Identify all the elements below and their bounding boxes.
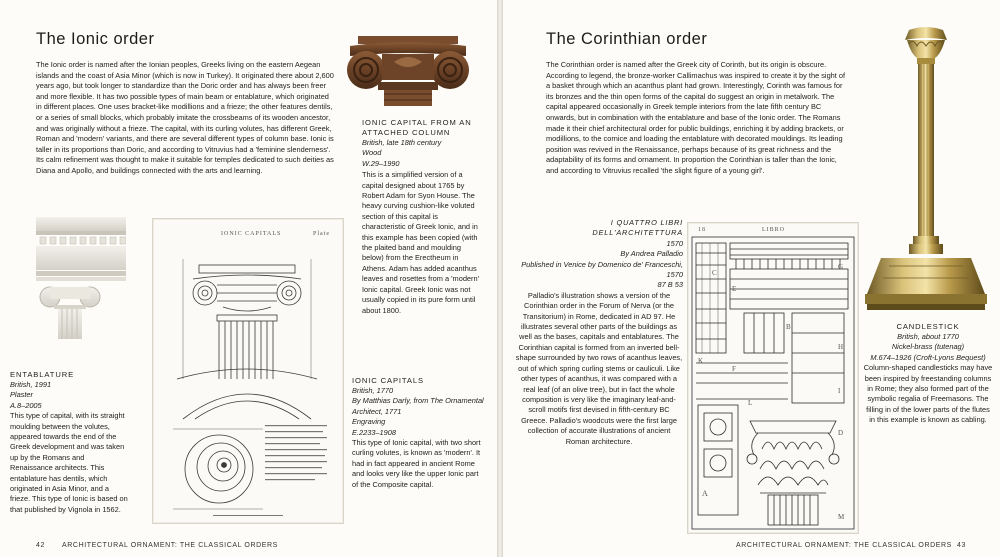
quattro-libri-subtitle: DELL'ARCHITETTURA bbox=[592, 228, 683, 238]
candlestick-heading: CANDLESTICK bbox=[896, 322, 960, 331]
entablature-text: This type of capital, with its straight moulding between the volutes, appeared towards the end of the Greek development and was taken up by the Romans and Renaissance architects. This entablature has dentils, which originated in Asia Minor, and a frieze. This type of Ionic is based on that published by Vignola in 1562. bbox=[10, 411, 128, 514]
ionic-capitals-accession: E.2233–1908 bbox=[352, 427, 396, 437]
attached-capital-heading: IONIC CAPITAL FROM AN ATTACHED COLUMN bbox=[362, 118, 472, 137]
candlestick-accession: M.674–1926 (Croft-Lyons Bequest) bbox=[870, 352, 986, 362]
quattro-libri-author: By Andrea Palladio bbox=[620, 249, 683, 259]
woodcut-letter-k: K bbox=[698, 357, 705, 365]
ionic-capitals-caption bbox=[352, 376, 486, 490]
right-running-footer: ARCHITECTURAL ORNAMENT: THE CLASSICAL ORDERS bbox=[736, 542, 952, 549]
ionic-title: The Ionic order bbox=[36, 30, 155, 48]
quattro-libri-year: 1570 bbox=[666, 238, 683, 248]
brass-candlestick-image bbox=[861, 26, 991, 316]
woodcut-page-number: 18 bbox=[698, 227, 706, 233]
entablature-accession: A.8–2005 bbox=[10, 400, 42, 410]
attached-capital-text: This is a simplified version of a capital designed about 1765 by Robert Adam for Syon House. The heavy curving cushion-like voluted section of this capital is characteristic of Greek Ionic, and in this example has been copied (with the plaited band and moulding below) from the Erectheum in Athens. Adam has added acanthus leaves and rosettes from a 'modern' Ionic capital. Greek Ionic was not usually copied in its pure form until about 1800. bbox=[362, 170, 480, 315]
right-page bbox=[503, 0, 1000, 557]
left-page-number: 42 bbox=[36, 542, 45, 549]
entablature-material: Plaster bbox=[10, 390, 34, 400]
candlestick-date: British, about 1770 bbox=[897, 332, 959, 341]
quattro-libri-accession: 87 B 53 bbox=[657, 280, 683, 290]
woodcut-letter-i: I bbox=[838, 387, 842, 395]
entablature-date: British, 1991 bbox=[10, 380, 52, 389]
attached-capital-date: British, late 18th century bbox=[362, 138, 442, 147]
wooden-ionic-capital-image bbox=[344, 32, 472, 112]
ionic-capitals-author: By Matthias Darly, from The Ornamental Architect, 1771 bbox=[352, 396, 484, 416]
woodcut-letter-b: B bbox=[786, 323, 792, 331]
left-page bbox=[0, 0, 497, 557]
corinthian-intro: The Corinthian order is named after the Greek city of Corinth, but its origin is obscure. According to legend, the bronze-worker Callimachus was inspired to create it by the sight of a basket through which an acanthus plant had grown. Interestingly, Corinth was famous for its bronzes and the thin open forms of the capital do suggest an origin in metalwork. The capital appeared occasionally in Greek temple interiors from the late fifth century BC onwards, but in combination with the entablature and base of the Ionic order. The Romans made it their chief architectural order for public buildings, enriching it by adding brackets, or modillions, to the cornice and loading the entablature with decorated mouldings. Its leading position was revived in the Renaissance, perhaps because of its great richness and the adaptability of its forms and ornament. In proportion the Corinthian is taller than the Ionic, and according to Vitruvius recalled 'the slight figure of a young girl'. bbox=[546, 60, 846, 175]
engraving-header: IONIC CAPITALS bbox=[221, 231, 282, 237]
quattro-libri-text: Palladio's illustration shows a version of the Corinthian order in the Forum of Nerva (or the Transitorium) in Rome, dedicated in AD 97. He illustrates several other parts of the buildings as well as the bases, capitals and entablatures. The Corinthian capital is formed from an inverted bell-shape surrounded by two rows of acanthus leaves, out of which spring curling stems or cauliculi. Like other types of acanthus, it was compared with a real leaf (of an olive tree), but in fact the whole composition is very like the imaginary leaf-and-scroll motifs first devised in fifth-century BC Greece. Palladio's woodcuts were the first large collection of accurate illustrations of ancient Roman architecture. bbox=[515, 290, 683, 446]
attached-capital-material: Wood bbox=[362, 148, 382, 158]
woodcut-letter-f: F bbox=[732, 365, 737, 373]
woodcut-header: LIBRO bbox=[762, 227, 785, 233]
attached-capital-caption bbox=[362, 118, 480, 316]
quattro-libri-caption bbox=[515, 218, 683, 447]
ionic-intro: The Ionic order is named after the Ionian peoples, Greeks living on the eastern Aegean islands and the coast of Asia Minor (which is now in Turkey). It originated there about 2,600 years ago, but took longer to standardize than the Doric order and has always been freer and more flexible. It has two possible types of main beam or entablature, which originated in different places. One uses bracket-like modillions and a frieze; the other features dentils, or a series of small blocks, which probably imitate the crossbeams of its wooden ancestor, and was originally without a frieze. The capital, with its curling volutes, has different Greek, Roman and 'modern' variants, and there are several different types of column base. Ionic is taller in its proportions than Doric, and according to Vitruvius had a 'feminine slenderness'. Its calm refinement was thought to make it suitable for temples dedicated to such deities as Diana and Apollo, and buildings connected with the arts and learning. bbox=[36, 60, 334, 175]
quattro-libri-publisher: Published in Venice by Domenico de' Franceschi, 1570 bbox=[521, 259, 683, 280]
woodcut-letter-l: L bbox=[748, 399, 754, 407]
ionic-capitals-engraving bbox=[152, 218, 344, 524]
candlestick-caption bbox=[863, 322, 993, 426]
corinthian-title: The Corinthian order bbox=[546, 30, 708, 48]
entablature-caption bbox=[10, 370, 128, 515]
ionic-capitals-heading: IONIC CAPITALS bbox=[352, 376, 424, 385]
woodcut-letter-h: H bbox=[838, 343, 845, 351]
entablature-heading: ENTABLATURE bbox=[10, 370, 75, 379]
woodcut-letter-m: M bbox=[838, 513, 846, 521]
ionic-capitals-text: This type of Ionic capital, with two short curling volutes, is known as 'modern'. It had in fact appeared in ancient Rome and looks very like the upper Ionic part of the Composite capital. bbox=[352, 438, 481, 489]
candlestick-material: Nickel-brass (tutenag) bbox=[891, 342, 965, 352]
attached-capital-accession: W.29–1990 bbox=[362, 158, 400, 168]
ionic-capitals-date: British, 1770 bbox=[352, 386, 394, 395]
palladio-woodcut bbox=[687, 222, 859, 534]
woodcut-letter-d: D bbox=[838, 429, 845, 437]
woodcut-letter-a: A bbox=[702, 489, 709, 498]
woodcut-letter-c: C bbox=[712, 269, 718, 277]
woodcut-letter-g: G bbox=[838, 263, 845, 271]
right-page-number: 43 bbox=[957, 542, 966, 549]
candlestick-text: Column-shaped candlesticks may have been inspired by freestanding columns in Rome; they also formed part of the symbolic regalia of Freemasons. The filling in of the lower parts of the flutes in this example is known as cabling. bbox=[863, 363, 993, 425]
ionic-capitals-medium: Engraving bbox=[352, 417, 386, 427]
quattro-libri-title: I QUATTRO LIBRI bbox=[610, 218, 683, 227]
plaster-entablature-image bbox=[30, 215, 126, 340]
engraving-plate-number: Plate bbox=[313, 231, 330, 237]
left-running-footer: ARCHITECTURAL ORNAMENT: THE CLASSICAL ORDERS bbox=[62, 542, 278, 549]
woodcut-letter-e: E bbox=[732, 285, 738, 293]
